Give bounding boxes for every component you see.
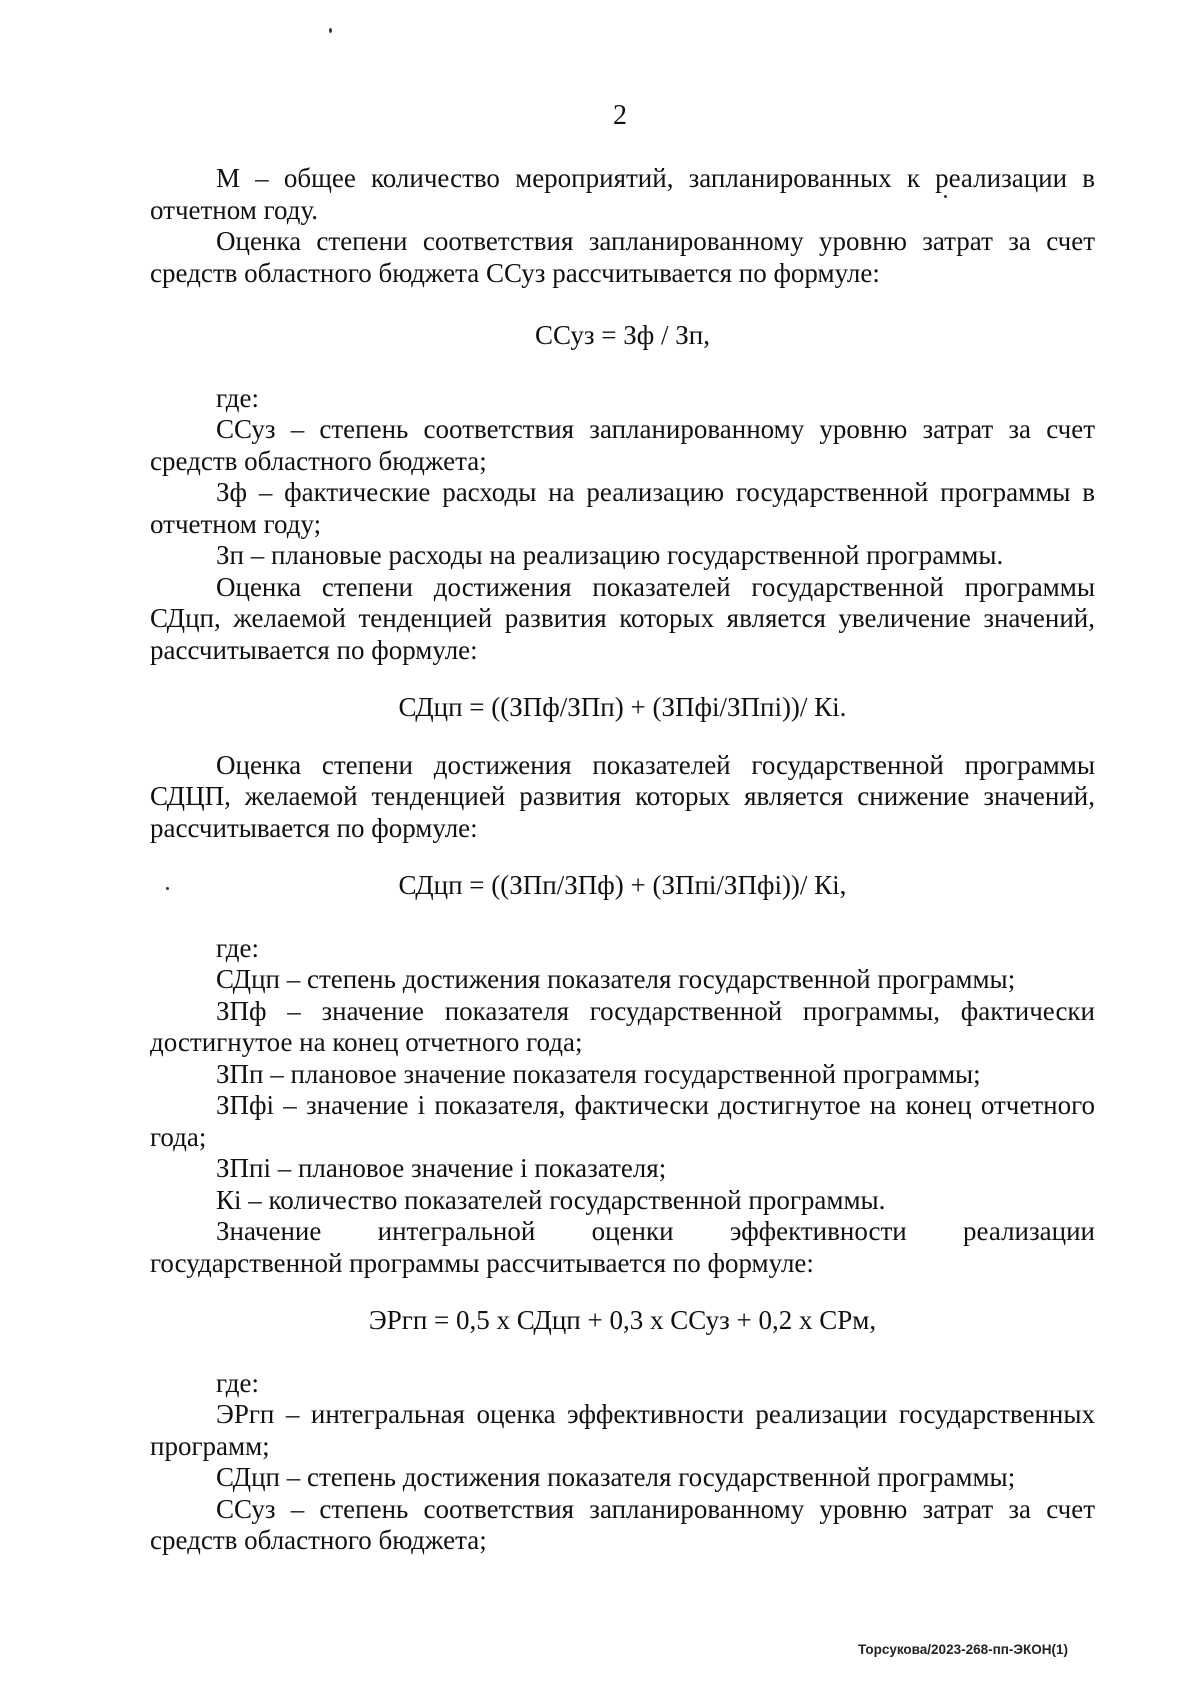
formula-sdcp-increase: СДцп = ((ЗПф/ЗПп) + (ЗПфi/ЗПпi))/ Кi. (398, 692, 847, 722)
paragraph-where: где: (216, 932, 259, 963)
paragraph-zppi-definition: ЗПпi – плановое значение i показателя; (216, 1153, 667, 1183)
spacer (150, 902, 1095, 933)
spacer (150, 1279, 1095, 1305)
scan-speck (329, 28, 332, 33)
paragraph-ergp-intro: Значение интегральной оценки эффективности реализации государственной программы рассчитывается по формуле: (150, 1216, 1095, 1278)
paragraph-zpp-definition: ЗПп – плановое значение показателя государственной программы; (216, 1058, 981, 1089)
spacer (150, 289, 1095, 320)
paragraph-zf-definition: Зф – фактические расходы на реализацию государственной программы в отчетном году; (150, 477, 1095, 539)
paragraph-sdcp-decrease-intro: Оценка степени достижения показателей государственной программы СДЦП, желаемой тенденцией развития которых является снижение значений, рассчитывается по формуле: (150, 749, 1095, 843)
paragraph-ssuz-definition: ССуз – степень соответствия запланированному уровню затрат за счет средств областного бюджета; (150, 414, 1095, 476)
paragraph-m-definition: М – общее количество мероприятий, запланированных к реализации в отчетном году. (150, 163, 1095, 225)
formula-ergp: ЭРгп = 0,5 х СДцп + 0,3 х ССуз + 0,2 х СРм, (368, 1305, 877, 1335)
page-number: 2 (613, 100, 627, 131)
spacer (150, 724, 1095, 750)
formula-sdcp-decrease: СДцп = ((ЗПп/ЗПф) + (ЗПпi/ЗПфi))/ Кi, (398, 870, 847, 900)
paragraph-where: где: (216, 1367, 259, 1398)
paragraph-sdcp-increase-intro: Оценка степени достижения показателей государственной программы СДцп, желаемой тенденцией развития которых является увеличение значений, рассчитывается по формуле: (150, 571, 1095, 665)
document-body (150, 163, 1095, 1557)
document-code-footer: Торсукова/2023-268-пп-ЭКОН(1) (857, 1642, 1068, 1657)
spacer (150, 1337, 1095, 1368)
paragraph-zpfi-definition: ЗПфi – значение i показателя, фактически достигнутое на конец отчетного года; (150, 1090, 1095, 1152)
paragraph-where: где: (216, 382, 259, 413)
paragraph-ergp-definition: ЭРгп – интегральная оценка эффективности реализации государственных программ; (150, 1399, 1095, 1461)
paragraph-zpf-definition: ЗПф – значение показателя государственной программы, фактически достигнутое на конец отчетного года; (150, 995, 1095, 1057)
spacer (150, 352, 1095, 383)
spacer (150, 666, 1095, 692)
paragraph-sdcp-definition: СДцп – степень достижения показателя государственной программы; (216, 964, 1016, 994)
paragraph-zp-definition: Зп – плановые расходы на реализацию государственной программы. (216, 540, 1004, 570)
paragraph-ki-definition: Кi – количество показателей государственной программы. (216, 1184, 886, 1215)
paragraph-sdcp-definition-repeat: СДцп – степень достижения показателя государственной программы; (216, 1462, 1016, 1492)
paragraph-ssuz-definition-repeat: ССуз – степень соответствия запланированному уровню затрат за счет средств областного бюджета; (150, 1493, 1095, 1555)
paragraph-ssuz-intro: Оценка степени соответствия запланированному уровню затрат за счет средств областного бюджета ССуз рассчитывается по формуле: (150, 226, 1095, 288)
formula-ssuz: ССуз = Зф / Зп, (535, 320, 710, 350)
spacer (150, 844, 1095, 870)
